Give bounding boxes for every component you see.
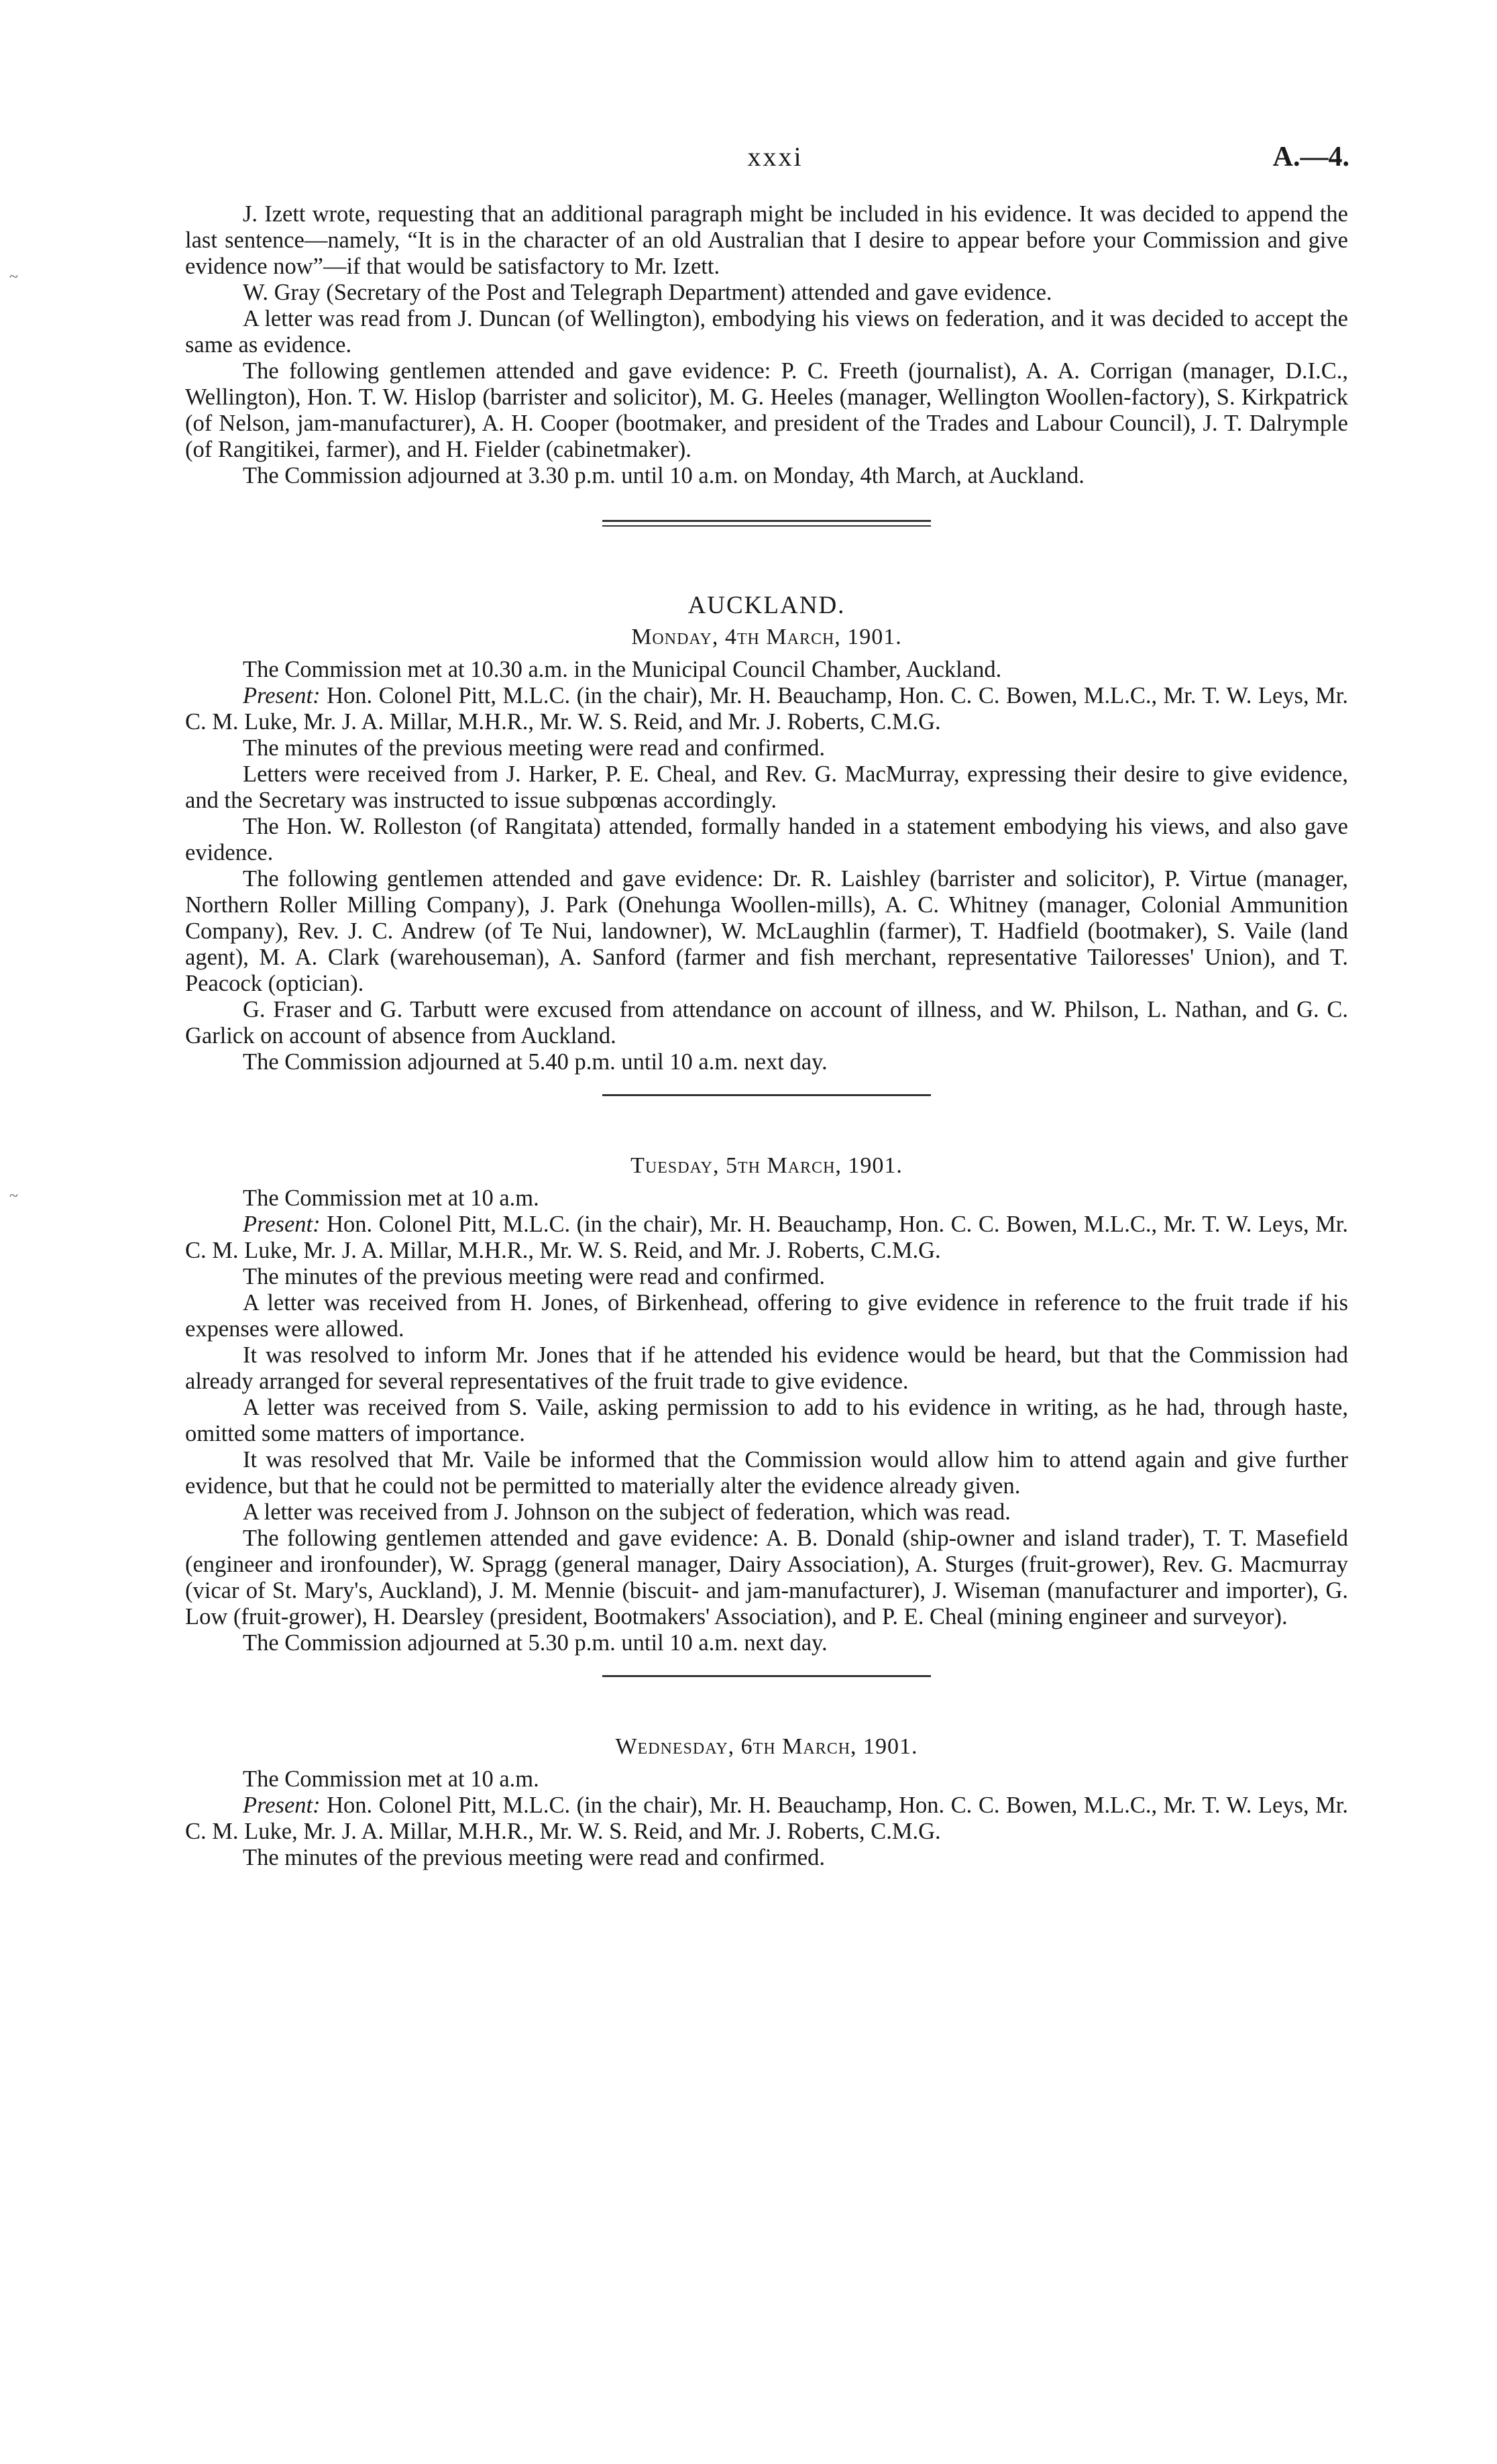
date-heading: Tuesday, 5th March, 1901. — [630, 1153, 903, 1178]
paragraph: A letter was received from H. Jones, of Birkenhead, offering to give evidence in reference to the fruit trade if his expenses were allowed. — [185, 1290, 1348, 1342]
document-reference: A.—4. — [1272, 142, 1349, 172]
paragraph: The Commission adjourned at 5.30 p.m. until 10 a.m. next day. — [243, 1630, 828, 1656]
paragraph: The Hon. W. Rolleston (of Rangitata) attended, formally handed in a statement embodying his views, and also gave evidence. — [185, 814, 1348, 865]
section-monday — [185, 592, 1348, 1075]
section-wednesday — [185, 1733, 1348, 1871]
present-text: Hon. Colonel Pitt, M.L.C. (in the chair), Mr. H. Beauchamp, Hon. C. C. Bowen, M.L.C., Mr. T. W. Leys, Mr. C. M. Luke, Mr. J. A. Millar, M.H.R., Mr. W. S. Reid, and Mr. J. Roberts, C.M.G. — [185, 683, 1349, 735]
present-text: Hon. Colonel Pitt, M.L.C. (in the chair), Mr. H. Beauchamp, Hon. C. C. Bowen, M.L.C., Mr. T. W. Leys, Mr. C. M. Luke, Mr. J. A. Millar, M.H.R., Mr. W. S. Reid, and Mr. J. Roberts, C.M.G. — [185, 1792, 1349, 1844]
scan-mark: ~ — [9, 268, 18, 286]
present-label: Present: — [243, 683, 321, 708]
place-heading: AUCKLAND. — [687, 592, 846, 619]
meeting-line: The Commission met at 10 a.m. — [243, 1185, 539, 1211]
paragraph: W. Gray (Secretary of the Post and Telegraph Department) attended and gave evidence. — [243, 280, 1052, 305]
paragraph: The minutes of the previous meeting were read and confirmed. — [243, 735, 825, 761]
present-label: Present: — [243, 1212, 321, 1237]
document-body — [185, 201, 1348, 1871]
present-paragraph — [185, 1212, 1348, 1264]
paragraph: The minutes of the previous meeting were read and confirmed. — [243, 1845, 825, 1870]
section-tuesday — [185, 1153, 1348, 1656]
section-continuation — [185, 201, 1348, 489]
present-paragraph — [185, 1792, 1348, 1845]
date-heading: Wednesday, 6th March, 1901. — [615, 1734, 918, 1759]
page-header — [201, 141, 1349, 181]
meeting-line: The Commission met at 10 a.m. — [243, 1766, 539, 1792]
page-number: xxxi — [747, 142, 803, 172]
paragraph: The Commission adjourned at 5.40 p.m. until 10 a.m. next day. — [243, 1049, 828, 1075]
paragraph: It was resolved to inform Mr. Jones that if he attended his evidence would be heard, but that the Commission had already arranged for several representatives of the fruit trade to give evidence. — [185, 1342, 1348, 1394]
double-rule-divider — [602, 520, 931, 527]
paragraph: The following gentlemen attended and gave evidence: Dr. R. Laishley (barrister and solicitor), P. Virtue (manager, Northern Roller Milling Company), J. Park (Onehunga Woollen-mills), A. C. Whitney (manager, Colonial Ammunition Company), Rev. J. C. Andrew (of Te Nui, landowner), W. McLaughlin (farmer), T. Hadfield (bootmaker), S. Vaile (land agent), M. A. Clark (warehouseman), A. Sanford (farmer and fish merchant, representative Tailoresses' Union), and T. Peacock (optician). — [185, 866, 1348, 996]
present-paragraph — [185, 683, 1348, 735]
present-text: Hon. Colonel Pitt, M.L.C. (in the chair), Mr. H. Beauchamp, Hon. C. C. Bowen, M.L.C., Mr. T. W. Leys, Mr. C. M. Luke, Mr. J. A. Millar, M.H.R., Mr. W. S. Reid, and Mr. J. Roberts, C.M.G. — [185, 1212, 1349, 1263]
paragraph: A letter was received from J. Johnson on the subject of federation, which was read. — [243, 1499, 1011, 1525]
rule-divider — [602, 1675, 931, 1677]
paragraph: The following gentlemen attended and gave evidence: P. C. Freeth (journalist), A. A. Corrigan (manager, D.I.C., Wellington), Hon. T. W. Hislop (barrister and solicitor), M. G. Heeles (manager, Wellington Woollen-factory), S. Kirkpatrick (of Nelson, jam-manufacturer), A. H. Cooper (bootmaker, and president of the Trades and Labour Council), J. T. Dalrymple (of Rangitikei, farmer), and H. Fielder (cabinetmaker). — [185, 358, 1348, 462]
scan-mark: ~ — [9, 1187, 18, 1205]
paragraph: A letter was read from J. Duncan (of Wellington), embodying his views on federation, and it was decided to accept the same as evidence. — [185, 306, 1348, 358]
paragraph: Letters were received from J. Harker, P. E. Cheal, and Rev. G. MacMurray, expressing their desire to give evidence, and the Secretary was instructed to issue subpœnas accordingly. — [185, 761, 1348, 813]
meeting-line: The Commission met at 10.30 a.m. in the Municipal Council Chamber, Auckland. — [243, 657, 1002, 682]
paragraph: The minutes of the previous meeting were read and confirmed. — [243, 1264, 825, 1289]
present-label: Present: — [243, 1792, 321, 1818]
rule-divider — [602, 1094, 931, 1096]
paragraph: J. Izett wrote, requesting that an additional paragraph might be included in his evidence. It was decided to append the last sentence—namely, “It is in the character of an old Australian that I desire to appear before your Commission and give evidence now”—if that would be satisfactory to Mr. Izett. — [185, 201, 1348, 279]
paragraph: The following gentlemen attended and gave evidence: A. B. Donald (ship-owner and island trader), T. T. Masefield (engineer and ironfounder), W. Spragg (general manager, Dairy Association), A. Sturges (fruit-grower), Rev. G. Macmurray (vicar of St. Mary's, Auckland), J. M. Mennie (biscuit- and jam-manufacturer), J. Wiseman (manufacturer and importer), G. Low (fruit-grower), H. Dearsley (president, Bootmakers' Association), and P. E. Cheal (mining engineer and surveyor). — [185, 1525, 1348, 1629]
paragraph: A letter was received from S. Vaile, asking permission to add to his evidence in writing, as he had, through haste, omitted some matters of importance. — [185, 1395, 1348, 1446]
paragraph: It was resolved that Mr. Vaile be informed that the Commission would allow him to attend again and give further evidence, but that he could not be permitted to materially alter the evidence already given. — [185, 1447, 1348, 1499]
paragraph: G. Fraser and G. Tarbutt were excused from attendance on account of illness, and W. Philson, L. Nathan, and G. C. Garlick on account of absence from Auckland. — [185, 997, 1348, 1049]
date-heading: Monday, 4th March, 1901. — [631, 625, 902, 649]
paragraph: The Commission adjourned at 3.30 p.m. until 10 a.m. on Monday, 4th March, at Auckland. — [243, 463, 1085, 488]
